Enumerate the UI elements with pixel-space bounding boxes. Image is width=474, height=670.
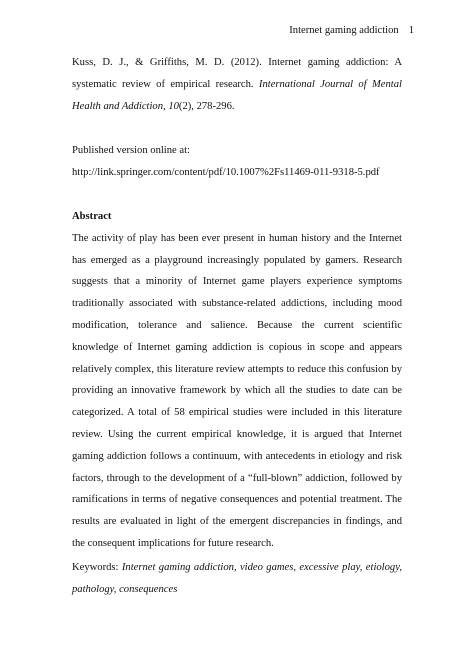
citation	[72, 52, 402, 117]
keywords-section	[72, 557, 402, 601]
citation-journal: International Journal of Mental Health and Addiction, 10	[72, 78, 402, 112]
citation-issue-pages: (2), 278-296.	[178, 100, 235, 112]
abstract-heading: Abstract	[72, 211, 112, 222]
abstract-body: The activity of play has been ever present in human history and the Internet has emerged as a playground increasingly populated by gamers. Research suggests that a minority of Internet game players experience symptoms traditionally associated with substance-related addictions, including mood modification, tolerance and salience. Because the current scientific knowledge of Internet gaming addiction is copious in scope and appears relatively complex, this literature review attempts to reduce this confusion by providing an innovative framework by which all the studies to date can be categorized. A total of 58 empirical studies were included in this literature review. Using the current empirical knowledge, it is argued that Internet gaming addiction follows a continuum, with antecedents in etiology and risk factors, through to the development of a “full-blown” addiction, followed by ramifications in terms of negative consequences and potential treatment. The results are evaluated in light of the emergent discrepancies in findings, and the consequent implications for future research.	[72, 232, 402, 549]
running-head-title: Internet gaming addiction	[289, 25, 399, 36]
published-url-link[interactable]: http://link.springer.com/content/pdf/10.1007%2Fs11469-011-9318-5.pdf	[72, 166, 380, 178]
page-number: 1	[408, 25, 414, 36]
abstract-section	[72, 206, 402, 555]
keywords-label: Keywords:	[72, 562, 119, 573]
published-version	[72, 140, 402, 184]
citation-text: Kuss, D. J., & Griffiths, M. D. (2012). Internet gaming addiction: A systematic review of empirical research.	[72, 57, 402, 90]
published-label: Published version online at:	[72, 145, 190, 156]
keywords-terms: Internet gaming addiction, video games, excessive play, etiology, pathology, consequences	[72, 562, 402, 595]
running-head	[289, 24, 414, 38]
